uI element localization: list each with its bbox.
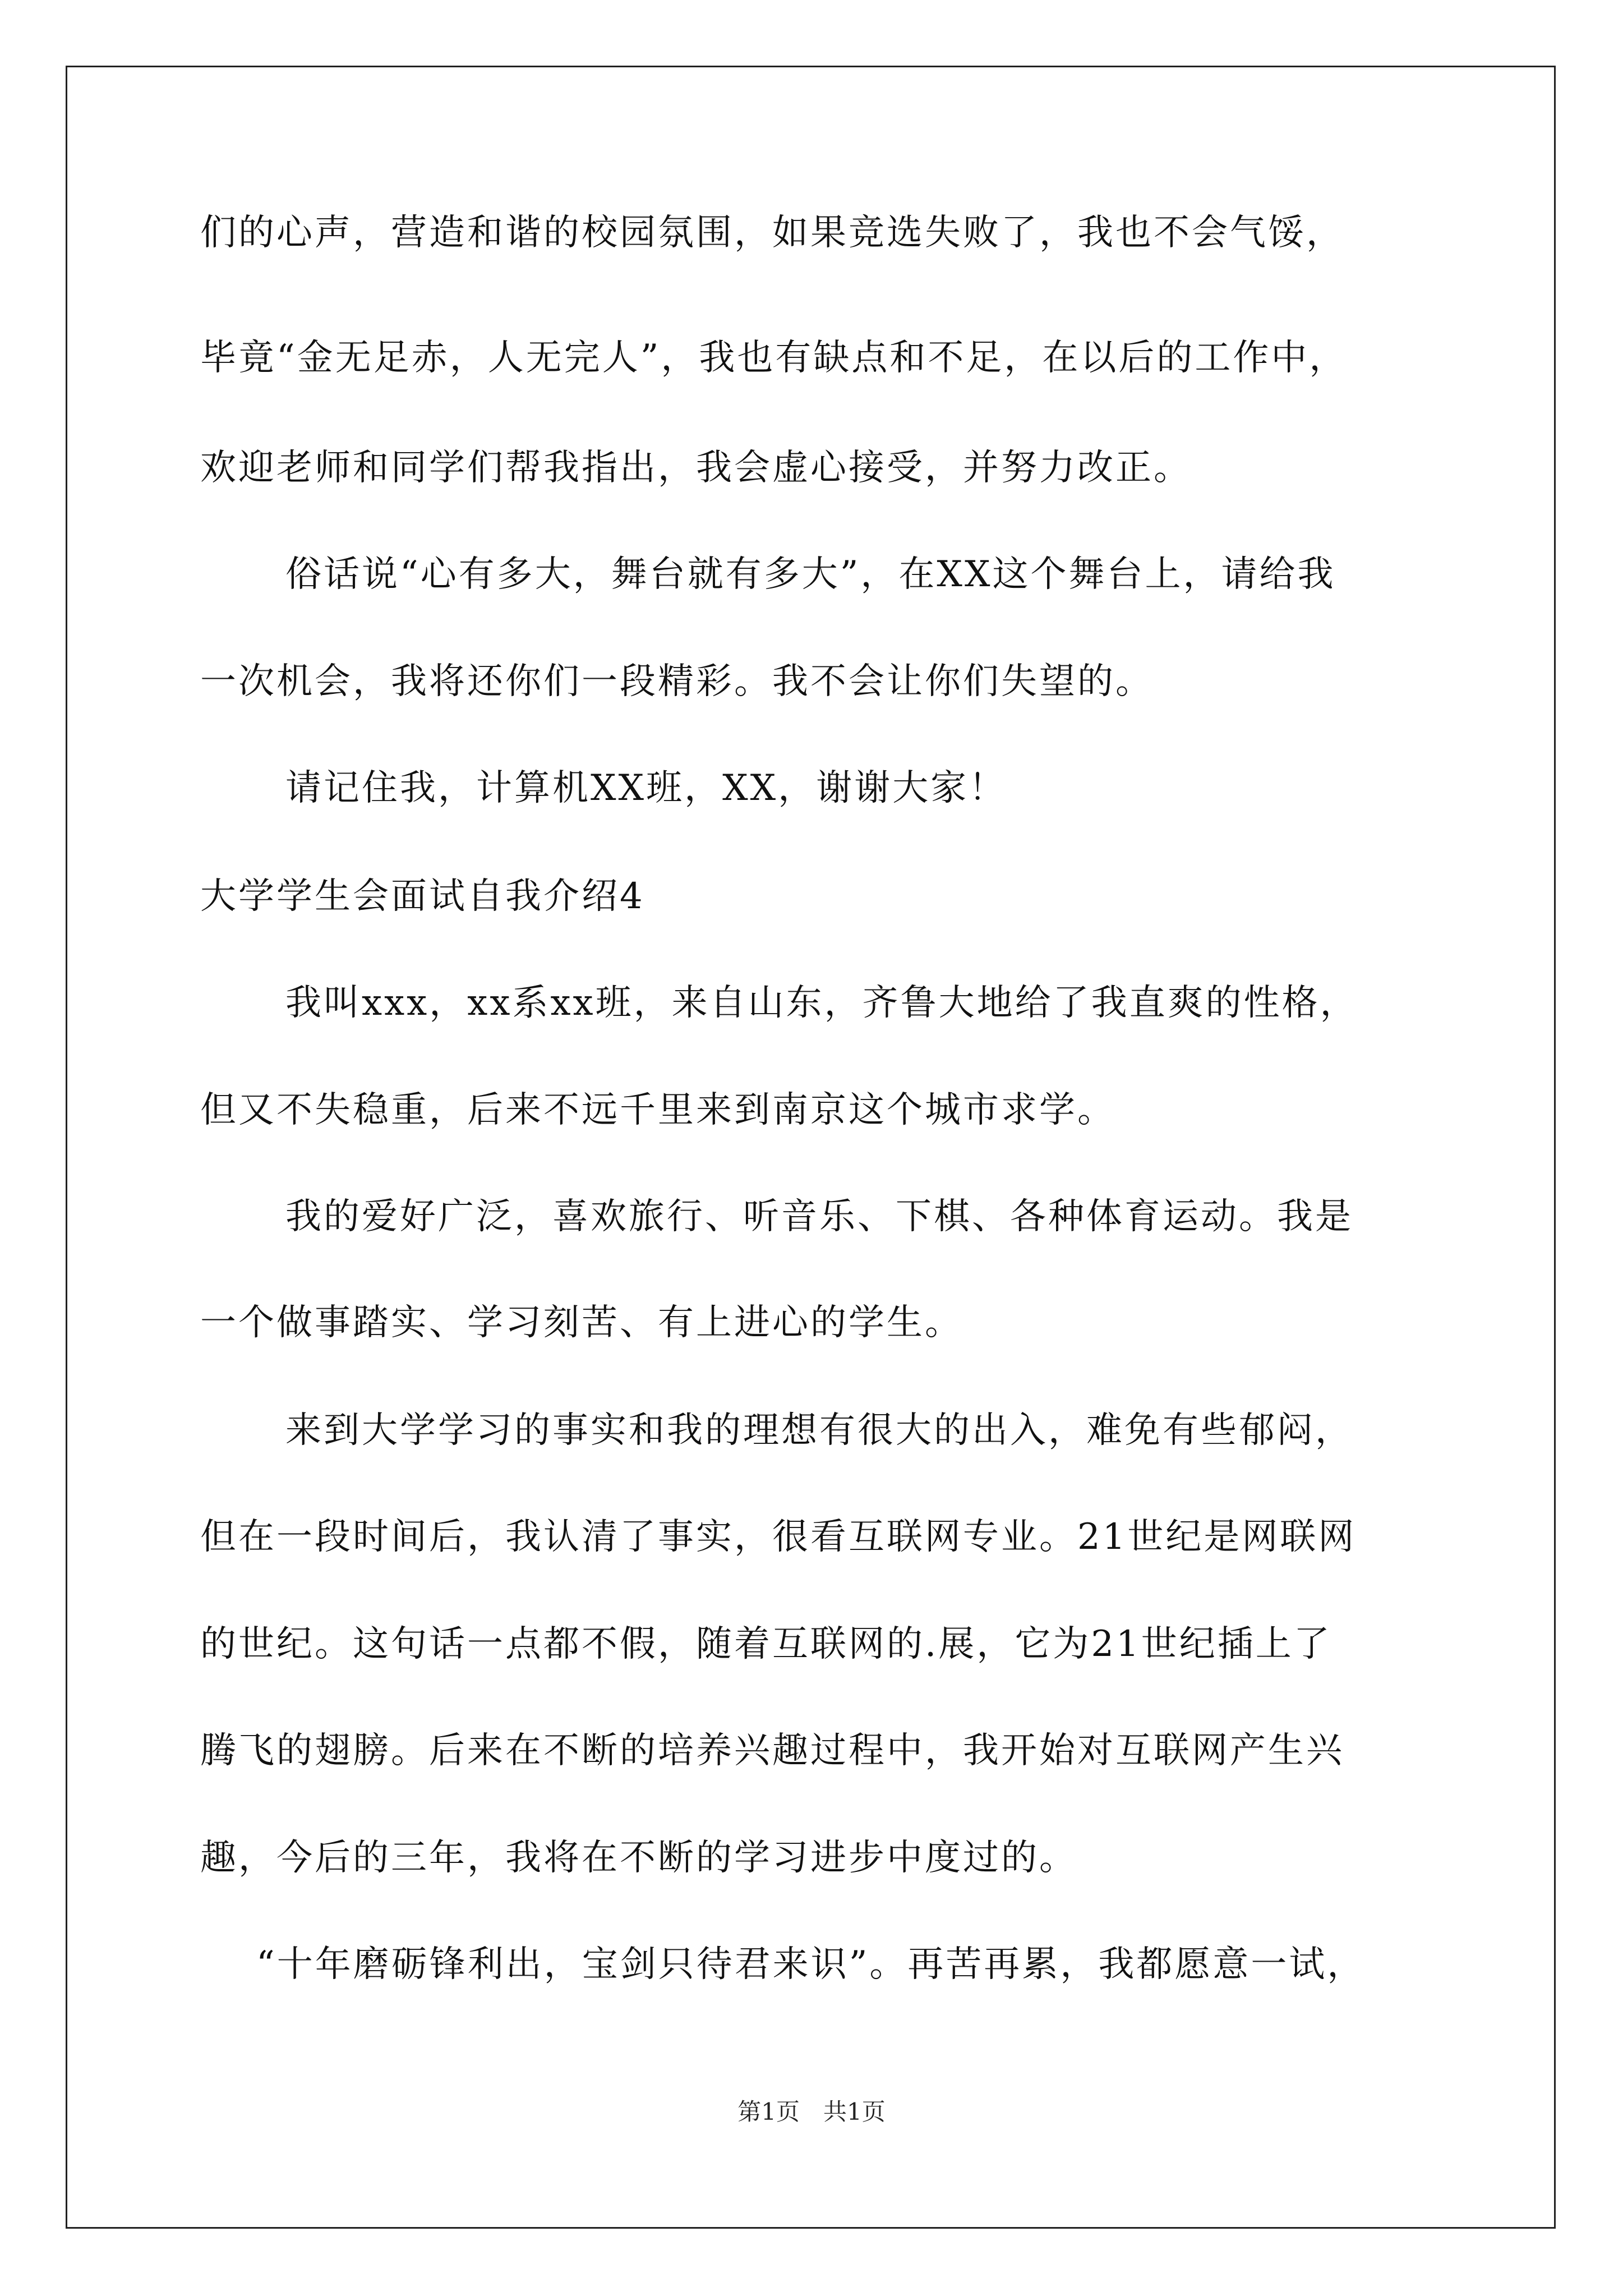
paragraph-line: 一个做事踏实、学习刻苦、有上进心的学生。 [200, 1302, 963, 1343]
paragraph-line: 趣，今后的三年，我将在不断的学习进步中度过的。 [200, 1837, 1077, 1879]
paragraph-line: “十年磨砺锋利出，宝剑只待君来识”。再苦再累，我都愿意一试， [256, 1944, 1366, 1985]
section-heading: 大学学生会面试自我介绍4 [200, 876, 645, 917]
paragraph-line: 但又不失稳重，后来不远千里来到南京这个城市求学。 [200, 1089, 1115, 1131]
paragraph-line: 毕竟“金无足赤，人无完人”，我也有缺点和不足，在以后的工作中， [200, 337, 1348, 379]
paragraph-line: 来到大学学习的事实和我的理想有很大的出入，难免有些郁闷， [285, 1410, 1353, 1451]
paragraph-line: 俗话说“心有多大，舞台就有多大”，在XX这个舞台上，请给我 [285, 554, 1336, 595]
paragraph-line: 我的爱好广泛，喜欢旅行、听音乐、下棋、各种体育运动。我是 [285, 1196, 1353, 1237]
paragraph-line: 我叫xxx，xx系xx班，来自山东，齐鲁大地给了我直爽的性格， [285, 982, 1358, 1024]
paragraph-line: 欢迎老师和同学们帮我指出，我会虚心接受，并努力改正。 [200, 447, 1192, 489]
page-border [66, 66, 1556, 2229]
paragraph-line: 一次机会，我将还你们一段精彩。我不会让你们失望的。 [200, 661, 1154, 702]
paragraph-line: 但在一段时间后，我认清了事实，很看互联网专业。21世纪是网联网 [200, 1516, 1357, 1558]
paragraph-line: 腾飞的翅膀。后来在不断的培养兴趣过程中，我开始对互联网产生兴 [200, 1730, 1344, 1772]
page-footer: 第1页 共1页 [737, 2098, 886, 2125]
paragraph-line: 请记住我，计算机XX班，XX，谢谢大家！ [285, 767, 1007, 809]
paragraph-line: 们的心声，营造和谐的校园氛围，如果竞选失败了，我也不会气馁， [200, 212, 1344, 254]
paragraph-line: 的世纪。这句话一点都不假，随着互联网的.展，它为21世纪插上了 [200, 1623, 1332, 1665]
